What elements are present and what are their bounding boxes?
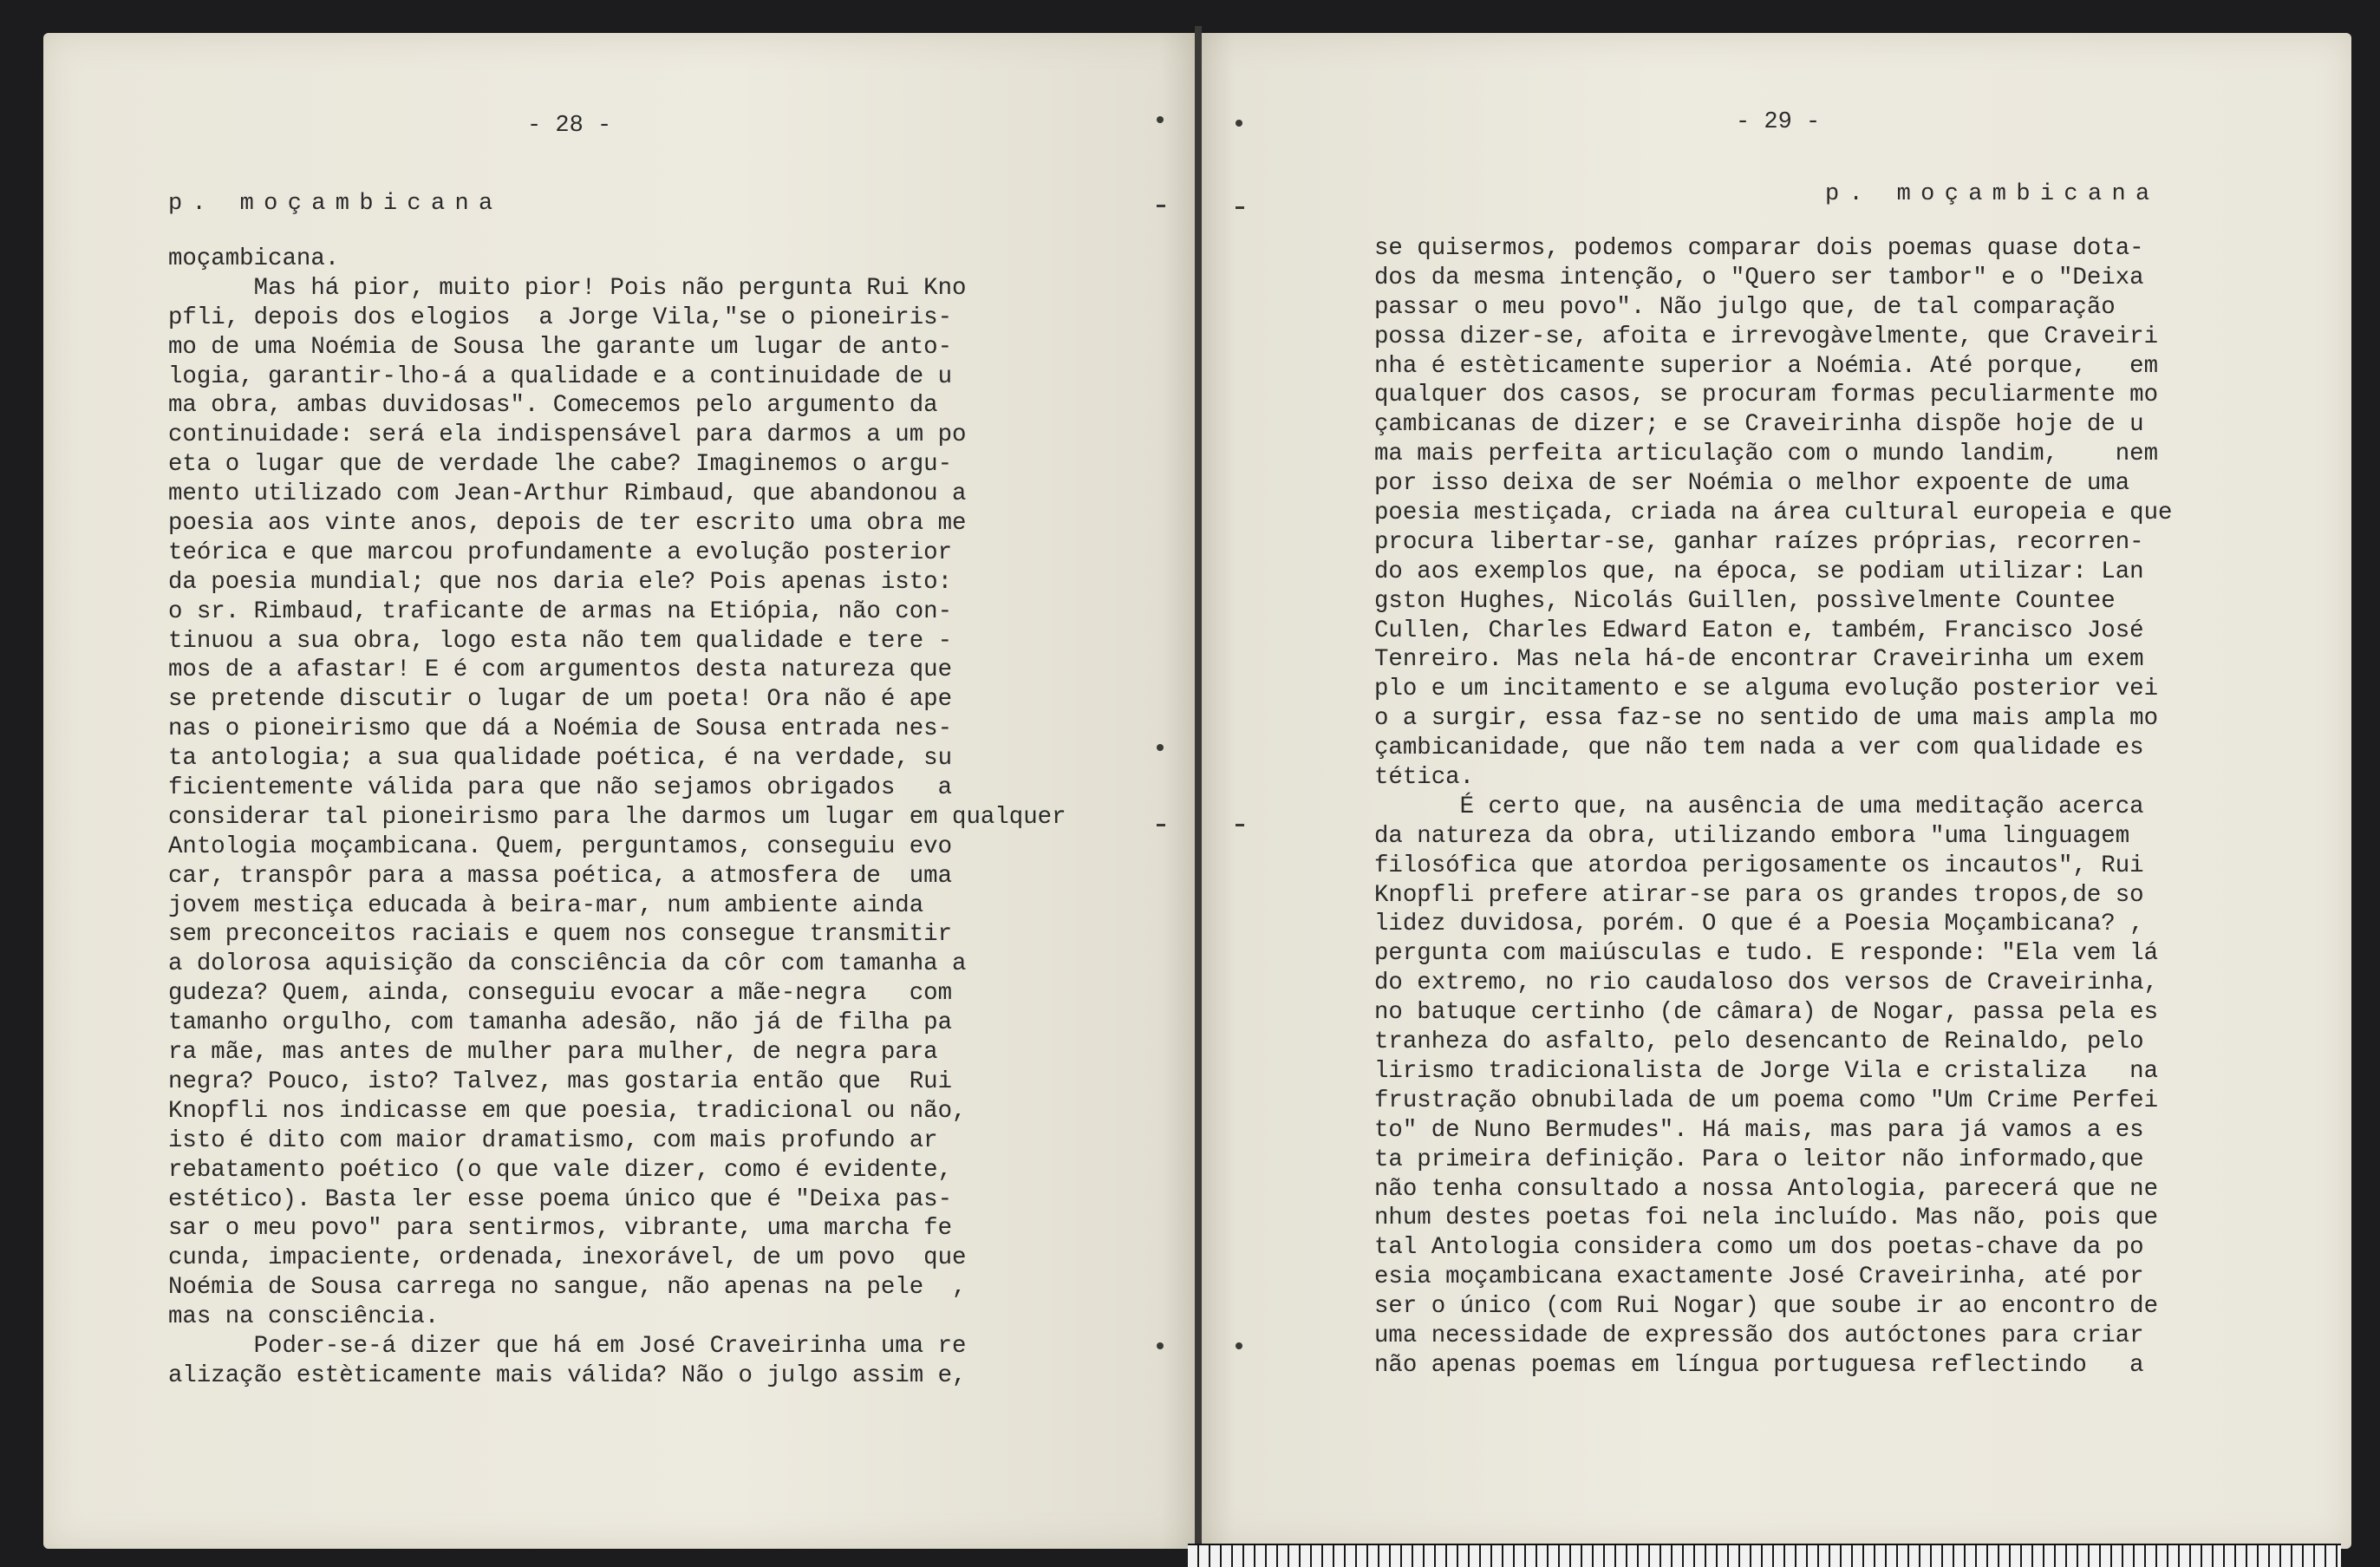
- right-page-number: - 29 -: [1736, 109, 1821, 135]
- text-line: eta o lugar que de verdade lhe cabe? Imaginemos o argu-: [168, 451, 953, 479]
- text-line: çambicanas de dizer; e se Craveirinha dispõe hoje de u: [1374, 411, 2144, 439]
- text-line: çambicanidade, que não tem nada a ver com qualidade es: [1374, 735, 2144, 762]
- text-line: pfli, depois dos elogios a Jorge Vila,"se o pioneiris-: [168, 304, 953, 331]
- text-line: É certo que, na ausência de uma meditação acerca: [1374, 793, 2144, 820]
- text-line: poesia aos vinte anos, depois de ter escrito uma obra me: [168, 510, 967, 538]
- text-line: Mas há pior, muito pior! Pois não pergunta Rui Kno: [168, 274, 967, 302]
- text-line: sar o meu povo" para sentirmos, vibrante, uma marcha fe: [168, 1215, 953, 1243]
- text-line: pergunta com maiúsculas e tudo. E responde: "Ela vem lá: [1374, 940, 2159, 968]
- binding-mark: [1157, 824, 1165, 826]
- binding-mark: [1236, 206, 1244, 209]
- text-line: do extremo, no rio caudaloso dos versos de Craveirinha,: [1374, 970, 2159, 997]
- text-line: nas o pioneirismo que dá a Noémia de Sousa entrada nes-: [168, 715, 953, 743]
- binding-hole: [1236, 1342, 1242, 1349]
- left-body-text: [168, 245, 1066, 1391]
- text-line: uma necessidade de expressão dos autóctones para criar: [1374, 1322, 2144, 1349]
- text-line: mas na consciência.: [168, 1303, 440, 1331]
- text-line: ra mãe, mas antes de mulher para mulher, de negra para: [168, 1039, 938, 1067]
- text-line: mo de uma Noémia de Sousa lhe garante um lugar de anto-: [168, 333, 953, 361]
- binding-hole: [1157, 744, 1164, 751]
- text-line: da poesia mundial; que nos daria ele? Pois apenas isto:: [168, 568, 953, 596]
- text-line: continuidade: será ela indispensável para darmos a um po: [168, 421, 967, 449]
- text-line: ser o único (com Rui Nogar) que soube ir ao encontro de: [1374, 1293, 2159, 1321]
- text-line: isto é dito com maior dramatismo, com mais profundo ar: [168, 1126, 938, 1154]
- binding-hole: [1157, 116, 1164, 123]
- text-line: Knopfli prefere atirar-se para os grandes tropos,de so: [1374, 881, 2144, 909]
- text-line: ta antologia; a sua qualidade poética, é na verdade, su: [168, 745, 953, 773]
- binding-hole: [1236, 120, 1242, 127]
- text-line: lirismo tradicionalista de Jorge Vila e cristaliza na: [1374, 1057, 2159, 1085]
- text-line: dos da mesma intenção, o "Quero ser tambor" e o "Deixa: [1374, 264, 2144, 291]
- text-line: rebatamento poético (o que vale dizer, como é evidente,: [168, 1156, 953, 1184]
- text-line: moçambicana.: [168, 245, 340, 272]
- text-line: não tenha consultado a nossa Antologia, parecerá que ne: [1374, 1175, 2159, 1203]
- text-line: Tenreiro. Mas nela há-de encontrar Craveirinha um exem: [1374, 646, 2144, 674]
- text-line: tranheza do asfalto, pelo desencanto de Reinaldo, pelo: [1374, 1028, 2144, 1056]
- scale-ruler: [1188, 1544, 2341, 1567]
- text-line: por isso deixa de ser Noémia o melhor expoente de uma: [1374, 470, 2130, 498]
- left-running-header: p. moçambicana: [168, 191, 503, 217]
- text-line: plo e um incitamento e se alguma evolução posterior vei: [1374, 676, 2159, 703]
- text-line: Poder-se-á dizer que há em José Craveirinha uma re: [168, 1332, 967, 1360]
- text-line: tamanho orgulho, com tamanha adesão, não já de filha pa: [168, 1009, 953, 1037]
- text-line: teórica e que marcou profundamente a evolução posterior: [168, 539, 953, 566]
- text-line: mos de a afastar! E é com argumentos desta natureza que: [168, 656, 953, 684]
- text-line: nhum destes poetas foi nela incluído. Mas não, pois que: [1374, 1205, 2159, 1232]
- text-line: da natureza da obra, utilizando embora "uma linguagem: [1374, 822, 2130, 850]
- right-running-header: p. moçambicana: [1825, 181, 2160, 207]
- text-line: Antologia moçambicana. Quem, perguntamos, conseguiu evo: [168, 832, 953, 860]
- text-line: filosófica que atordoa perigosamente os incautos", Rui: [1374, 852, 2144, 879]
- text-line: não apenas poemas em língua portuguesa reflectindo a: [1374, 1351, 2144, 1379]
- text-line: ma mais perfeita articulação com o mundo landim, nem: [1374, 441, 2159, 468]
- text-line: no batuque certinho (de câmara) de Nogar, passa pela es: [1374, 999, 2159, 1027]
- binding-mark: [1236, 824, 1244, 826]
- text-line: car, transpôr para a massa poética, a atmosfera de uma: [168, 862, 953, 890]
- text-line: alização estèticamente mais válida? Não o julgo assim e,: [168, 1361, 967, 1389]
- right-body-text: [1374, 234, 2172, 1381]
- text-line: tal Antologia considera como um dos poetas-chave da po: [1374, 1234, 2144, 1262]
- text-line: ma obra, ambas duvidosas". Comecemos pelo argumento da: [168, 392, 938, 420]
- text-line: tinuou a sua obra, logo esta não tem qualidade e tere -: [168, 627, 953, 655]
- text-line: to" de Nuno Bermudes". Há mais, mas para já vamos a es: [1374, 1116, 2144, 1144]
- text-line: logia, garantir-lho-á a qualidade e a continuidade de u: [168, 362, 953, 390]
- text-line: Knopfli nos indicasse em que poesia, tradicional ou não,: [168, 1097, 967, 1125]
- text-line: frustração obnubilada de um poema como "Um Crime Perfei: [1374, 1087, 2159, 1114]
- text-line: tética.: [1374, 764, 1475, 792]
- text-line: se quisermos, podemos comparar dois poemas quase dota-: [1374, 235, 2144, 262]
- text-line: lidez duvidosa, porém. O que é a Poesia Moçambicana? ,: [1374, 911, 2144, 938]
- text-line: nha é estèticamente superior a Noémia. Até porque, em: [1374, 352, 2159, 380]
- text-line: ta primeira definição. Para o leitor não informado,que: [1374, 1146, 2144, 1173]
- binding-hole: [1157, 1342, 1164, 1349]
- text-line: esia moçambicana exactamente José Craveirinha, até por: [1374, 1263, 2144, 1291]
- text-line: ficientemente válida para que não sejamos obrigados a: [168, 774, 953, 802]
- text-line: negra? Pouco, isto? Talvez, mas gostaria então que Rui: [168, 1068, 953, 1095]
- text-line: Noémia de Sousa carrega no sangue, não apenas na pele ,: [168, 1274, 967, 1302]
- text-line: passar o meu povo". Não julgo que, de tal comparação: [1374, 293, 2116, 321]
- text-line: se pretende discutir o lugar de um poeta! Ora não é ape: [168, 686, 953, 714]
- text-line: gston Hughes, Nicolás Guillen, possìvelmente Countee: [1374, 587, 2116, 615]
- text-line: considerar tal pioneirismo para lhe darmos um lugar em qualquer: [168, 803, 1066, 831]
- text-line: poesia mestiçada, criada na área cultural europeia e que: [1374, 499, 2173, 527]
- text-line: jovem mestiça educada à beira-mar, num ambiente ainda: [168, 891, 924, 919]
- book-spine: [1195, 26, 1202, 1552]
- text-line: gudeza? Quem, ainda, conseguiu evocar a mãe-negra com: [168, 980, 953, 1008]
- text-line: possa dizer-se, afoita e irrevogàvelmente, que Craveiri: [1374, 323, 2159, 350]
- text-line: o a surgir, essa faz-se no sentido de uma mais ampla mo: [1374, 705, 2159, 733]
- text-line: mento utilizado com Jean-Arthur Rimbaud, que abandonou a: [168, 480, 967, 508]
- text-line: estético). Basta ler esse poema único que é "Deixa pas-: [168, 1185, 953, 1213]
- text-line: qualquer dos casos, se procuram formas peculiarmente mo: [1374, 382, 2159, 409]
- text-line: cunda, impaciente, ordenada, inexorável, de um povo que: [168, 1244, 967, 1272]
- text-line: do aos exemplos que, na época, se podiam utilizar: Lan: [1374, 558, 2144, 585]
- text-line: sem preconceitos raciais e quem nos consegue transmitir: [168, 921, 953, 949]
- binding-mark: [1157, 205, 1165, 207]
- text-line: a dolorosa aquisição da consciência da côr com tamanha a: [168, 950, 967, 978]
- text-line: o sr. Rimbaud, traficante de armas na Etiópia, não con-: [168, 597, 953, 625]
- text-line: procura libertar-se, ganhar raízes próprias, recorren-: [1374, 528, 2144, 556]
- left-page-number: - 28 -: [527, 113, 612, 139]
- text-line: Cullen, Charles Edward Eaton e, também, Francisco José: [1374, 617, 2144, 644]
